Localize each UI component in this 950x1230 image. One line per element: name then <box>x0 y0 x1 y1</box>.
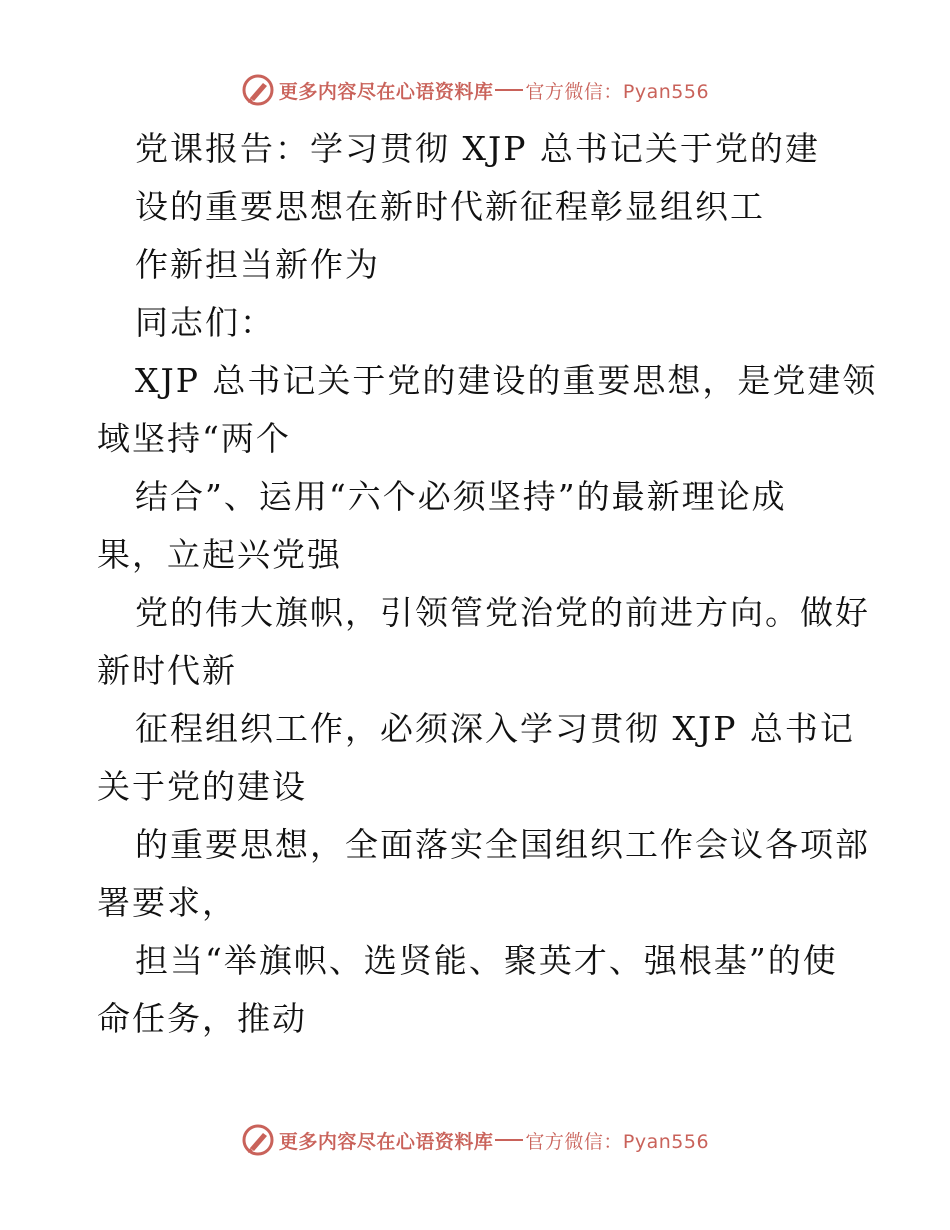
body-line: 征程组织工作，必须深入学习贯彻 XJP 总书记 <box>135 709 855 748</box>
title-line: 党课报告：学习贯彻 XJP 总书记关于党的建 <box>135 129 820 168</box>
body-line: 的重要思想，全面落实全国组织工作会议各项部 <box>135 825 870 864</box>
header-watermark-banner <box>0 70 950 110</box>
pen-logo-icon <box>241 73 275 107</box>
pen-logo-icon <box>241 1123 275 1157</box>
salutation: 同志们： <box>135 303 275 342</box>
body-line: 域坚持“两个 <box>97 419 291 458</box>
header-banner-dash <box>495 89 523 91</box>
footer-banner-dash <box>495 1139 523 1141</box>
header-banner-wechat: 官方微信：Pyan556 <box>525 80 710 103</box>
footer-banner-text: 更多内容尽在心语资料库 <box>278 1130 494 1153</box>
body-line: 关于党的建设 <box>97 767 307 806</box>
body-line: XJP 总书记关于党的建设的重要思想，是党建领 <box>135 361 878 400</box>
body-line: 担当“举旗帜、选贤能、聚英才、强根基”的使 <box>135 941 838 980</box>
title-line: 设的重要思想在新时代新征程彰显组织工 <box>135 187 765 226</box>
title-line: 作新担当新作为 <box>135 245 380 284</box>
header-banner-text: 更多内容尽在心语资料库 <box>278 80 494 103</box>
body-line: 命任务，推动 <box>97 999 307 1038</box>
footer-watermark-banner <box>0 1120 950 1160</box>
body-line: 结合”、运用“六个必须坚持”的最新理论成 <box>135 477 787 516</box>
footer-banner-wechat: 官方微信：Pyan556 <box>525 1130 710 1153</box>
document-body <box>97 120 887 1048</box>
body-line: 果，立起兴党强 <box>97 535 342 574</box>
body-line: 党的伟大旗帜，引领管党治党的前进方向。做好 <box>135 593 870 632</box>
body-line: 新时代新 <box>97 651 237 690</box>
body-line: 署要求， <box>97 883 237 922</box>
